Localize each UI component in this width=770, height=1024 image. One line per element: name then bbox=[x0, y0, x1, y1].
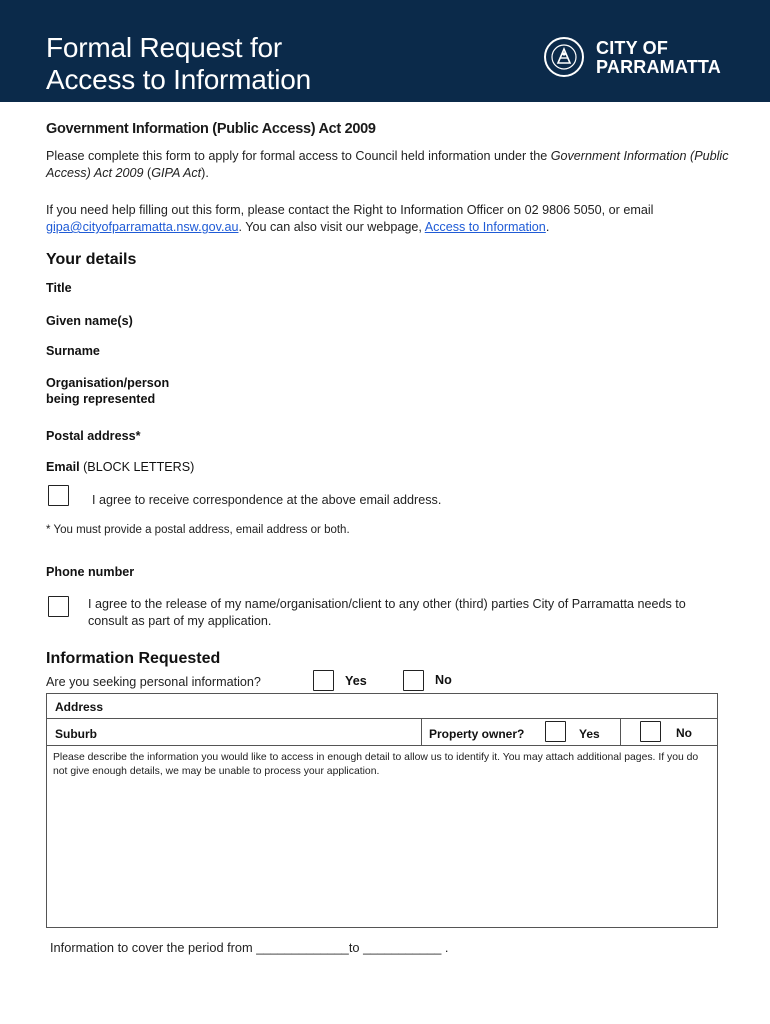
title-label: Title bbox=[46, 281, 72, 295]
describe-information-field[interactable]: Please describe the information you would like to access in enough detail to allow us to identify it. You may attach additional pages. If you do not give enough details, we may be unable to process your application. bbox=[53, 752, 699, 777]
personal-yes-checkbox[interactable] bbox=[313, 670, 334, 691]
form-title: Formal Request for Access to Information bbox=[46, 32, 312, 95]
information-requested-heading: Information Requested bbox=[46, 650, 221, 667]
agree-email-checkbox[interactable] bbox=[48, 485, 69, 506]
phone-label: Phone number bbox=[46, 565, 135, 579]
period-from-field[interactable]: _____________ bbox=[256, 940, 349, 955]
personal-yes-label: Yes bbox=[345, 674, 367, 688]
your-details-heading: Your details bbox=[46, 251, 137, 268]
column-divider bbox=[620, 718, 621, 745]
address-label: Address bbox=[55, 700, 104, 714]
property-owner-label: Property owner? bbox=[429, 727, 525, 741]
personal-no-checkbox[interactable] bbox=[403, 670, 424, 691]
personal-no-label: No bbox=[435, 673, 452, 687]
suburb-label: Suburb bbox=[55, 727, 97, 741]
row-divider bbox=[47, 718, 717, 719]
access-info-link[interactable]: Access to Information bbox=[424, 220, 546, 234]
organisation-label: Organisation/person being represented bbox=[46, 376, 170, 406]
column-divider bbox=[421, 718, 422, 745]
intro-paragraph: Please complete this form to apply for formal access to Council held information under the Government Information (Public Access) Act 2009 (GIPA Act). bbox=[46, 149, 729, 180]
postal-address-label: Postal address* bbox=[46, 429, 141, 443]
owner-yes-label: Yes bbox=[579, 727, 600, 741]
act-heading: Government Information (Public Access) Act 2009 bbox=[46, 121, 376, 137]
header-banner bbox=[0, 0, 770, 102]
email-link[interactable]: gipa@cityofparramatta.nsw.gov.au bbox=[46, 220, 239, 234]
agree-email-text: I agree to receive correspondence at the above email address. bbox=[92, 493, 442, 507]
agree-release-text: I agree to the release of my name/organisation/client to any other (third) parties City of Parramatta needs to consult as part of my application. bbox=[88, 597, 686, 628]
help-paragraph: If you need help filling out this form, please contact the Right to Information Officer on 02 9806 5050, or email gipa@cityofparramatta.nsw.gov.au. You can also visit our webpage, Access to Information. bbox=[46, 203, 654, 234]
city-seal-icon bbox=[544, 37, 584, 77]
owner-no-checkbox[interactable] bbox=[640, 721, 661, 742]
email-label: Email (BLOCK LETTERS) bbox=[46, 460, 195, 474]
must-provide-note: * You must provide a postal address, email address or both. bbox=[46, 524, 350, 536]
agree-release-checkbox[interactable] bbox=[48, 596, 69, 617]
owner-yes-checkbox[interactable] bbox=[545, 721, 566, 742]
logo-wordmark: CITY OF PARRAMATTA bbox=[596, 38, 721, 77]
owner-no-label: No bbox=[676, 726, 692, 740]
period-line: Information to cover the period from _____________to ___________ . bbox=[50, 940, 449, 955]
surname-label: Surname bbox=[46, 344, 100, 358]
given-name-label: Given name(s) bbox=[46, 314, 133, 328]
period-to-field[interactable]: ___________ bbox=[363, 940, 442, 955]
personal-info-question: Are you seeking personal information? bbox=[46, 675, 261, 689]
request-details-table bbox=[46, 693, 718, 928]
row-divider bbox=[47, 745, 717, 746]
